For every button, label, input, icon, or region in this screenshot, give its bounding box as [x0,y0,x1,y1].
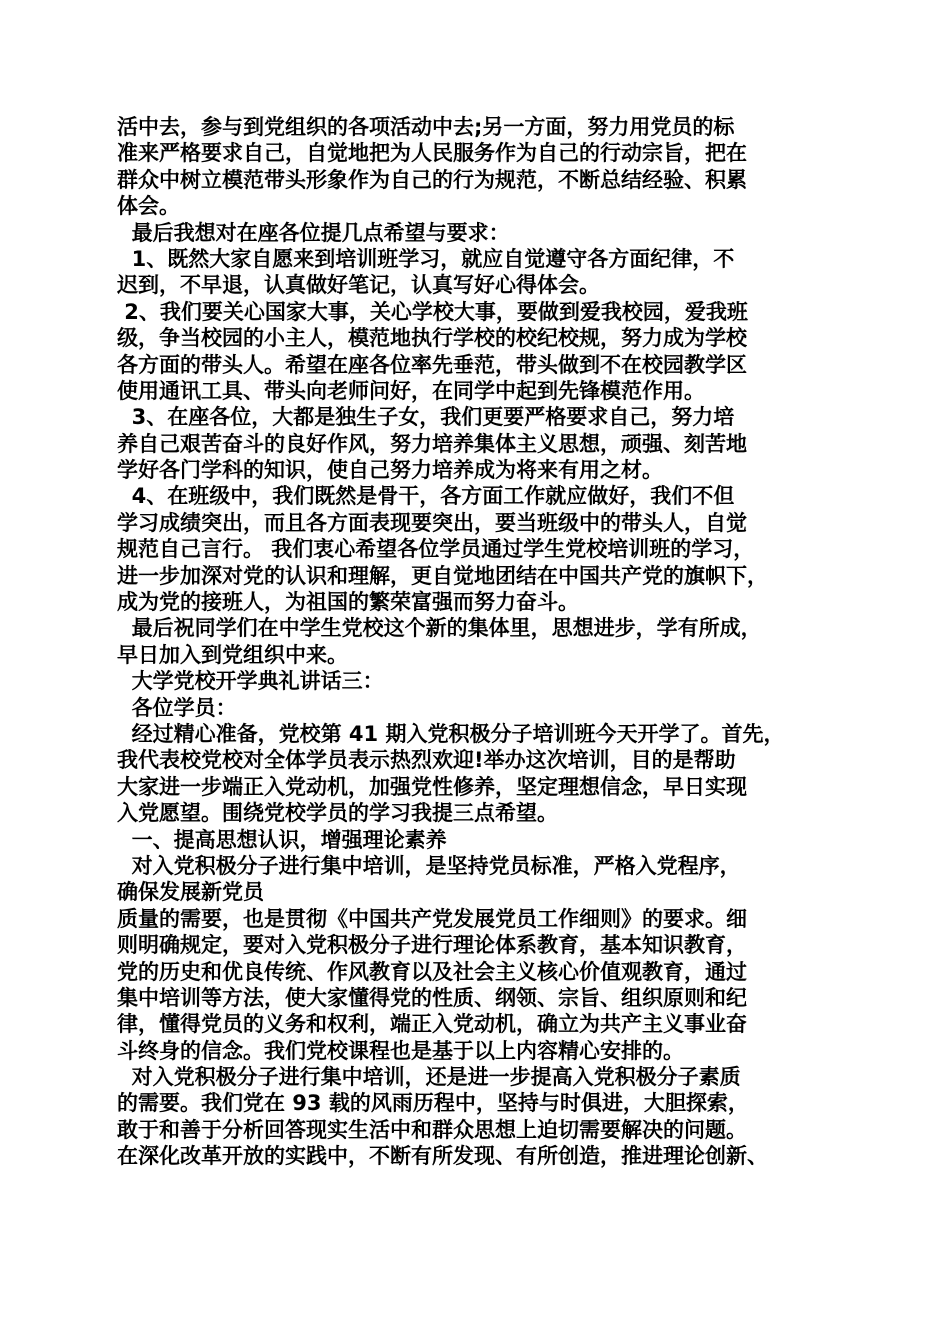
text-line: 最后祝同学们在中学生党校这个新的集体里，思想进步，学有所成， [117,616,762,641]
text-line: 1、既然大家自愿来到培训班学习，就应自觉遵守各方面纪律，不 [117,246,735,271]
text-line: 在深化改革开放的实践中，不断有所发现、有所创造，推进理论创新、 [117,1144,768,1169]
text-line: 各方面的带头人。希望在座各位率先垂范，带头做到不在校园教学区 [117,352,747,377]
text-line: 进一步加深对党的认识和理解，更自觉地团结在中国共产党的旗帜下， [117,563,768,588]
text-line: 最后我想对在座各位提几点希望与要求： [117,220,510,245]
text-line: 级，争当校园的小主人，模范地执行学校的校纪校规，努力成为学校 [117,326,747,351]
text-line: 集中培训等方法，使大家懂得党的性质、纲领、宗旨、组织原则和纪 [117,985,747,1010]
text-line: 规范自己言行。 我们衷心希望各位学员通过学生党校培训班的学习， [117,537,755,562]
text-line: 经过精心准备，党校第 41 期入党积极分子培训班今天开学了。首先， [117,721,785,746]
text-line: 2、我们要关心国家大事，关心学校大事，要做到爱我校园，爱我班 [117,299,748,324]
text-line: 群众中树立模范带头形象作为自己的行为规范，不断总结经验、积累 [117,167,747,192]
text-line: 使用通讯工具、带头向老师问好，在同学中起到先锋模范作用。 [117,378,705,403]
text-line: 3、在座各位，大都是独生子女，我们更要严格要求自己，努力培 [117,405,735,430]
text-line: 活中去，参与到党组织的各项活动中去;另一方面，努力用党员的标 [117,115,735,139]
text-line: 早日加入到党组织中来。 [117,642,348,667]
text-line: 入党愿望。围绕党校学员的学习我提三点希望。 [117,801,558,826]
text-line: 体会。 [117,194,180,219]
text-line: 大家进一步端正入党动机，加强党性修养，坚定理想信念，早日实现 [117,774,747,799]
text-line: 党的历史和优良传统、作风教育以及社会主义核心价值观教育，通过 [117,959,747,984]
text-line: 斗终身的信念。我们党校课程也是基于以上内容精心安排的。 [117,1038,684,1063]
text-line: 对入党积极分子进行集中培训，还是进一步提高入党积极分子素质 [117,1065,741,1090]
text-line: 成为党的接班人，为祖国的繁荣富强而努力奋斗。 [117,590,579,615]
text-line: 律，懂得党员的义务和权利，端正入党动机，确立为共产主义事业奋 [117,1012,747,1037]
text-line: 学好各门学科的知识，使自己努力培养成为将来有用之材。 [117,458,663,483]
text-line: 迟到，不早退，认真做好笔记，认真写好心得体会。 [117,273,600,298]
text-line: 我代表校党校对全体学员表示热烈欢迎!举办这次培训，目的是帮助 [117,748,736,773]
text-line: 敢于和善于分析回答现实生活中和群众思想上迫切需要解决的问题。 [117,1117,747,1142]
text-line: 大学党校开学典礼讲话三： [117,669,384,694]
text-line: 则明确规定，要对入党积极分子进行理论体系教育，基本知识教育， [117,933,747,958]
text-line: 4、在班级中，我们既然是骨干，各方面工作就应做好，我们不但 [117,484,735,509]
text-line: 一、提高思想认识，增强理论素养 [117,827,447,852]
text-line: 养自己艰苦奋斗的良好作风，努力培养集体主义思想，顽强、刻苦地 [117,431,747,456]
text-line: 学习成绩突出，而且各方面表现要突出，要当班级中的带头人，自觉 [117,510,747,535]
text-line: 对入党积极分子进行集中培训，是坚持党员标准，严格入党程序， [117,853,741,878]
text-line: 确保发展新党员 [117,880,264,905]
text-line: 各位学员： [117,695,237,720]
document-body [117,114,847,1170]
text-line: 准来严格要求自己，自觉地把为人民服务作为自己的行动宗旨，把在 [117,141,747,166]
text-line: 的需要。我们党在 93 载的风雨历程中，坚持与时俱进，大胆探索， [117,1091,749,1116]
text-line: 质量的需要，也是贯彻《中国共产党发展党员工作细则》的要求。细 [117,906,747,931]
